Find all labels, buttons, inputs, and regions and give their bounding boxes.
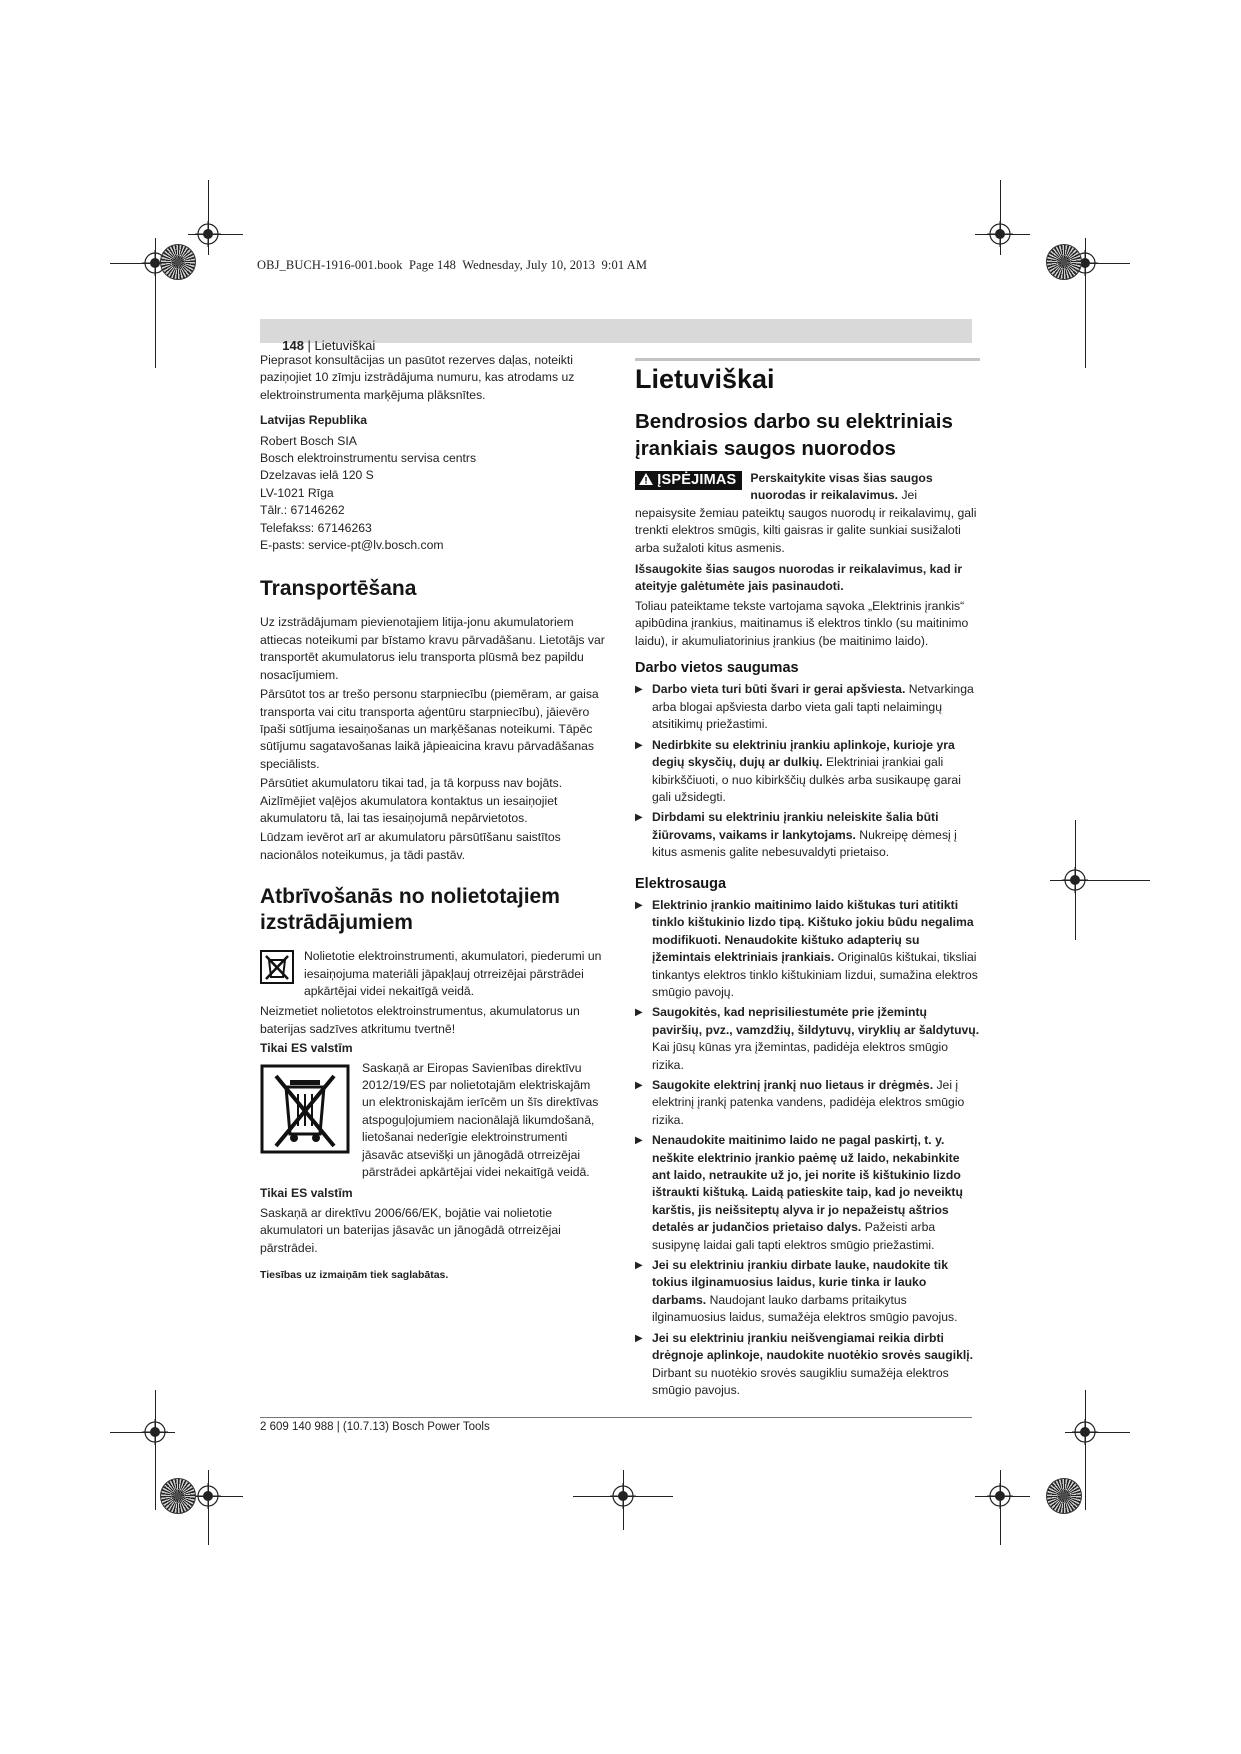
electric-list <box>635 897 980 1399</box>
list-item <box>635 1132 980 1254</box>
item-bold: Jei su elektriniu įrankiu dirbate lauke, naudokite tik tokius ilginamuosius laidus, kurie tinka ir lauko darbams. <box>652 1258 948 1307</box>
eu-label: Tikai ES valstīm <box>260 1041 353 1056</box>
item-bold: Jei su elektriniu įrankiu neišvengiamai reikia dirbti drėgnoje aplinkoje, naudokite nuotėkio srovės saugiklį. <box>652 1330 974 1363</box>
disposal-icon-text: Nolietotie elektroinstrumenti, akumulatori, piederumi un iesaiņojuma materiāli jāpakļauj otrreizējai pārstrādei apkārtējai videi nekaitīgā veidā. <box>304 949 602 998</box>
warning-bold: Perskaitykite visas šias saugos nuorodas ir reikalavimus. <box>750 471 933 503</box>
item-text: Netvarkinga arba blogai apšviesta darbo vieta gali tapti nelaimingų atsitikimų priežastimi. <box>652 682 974 732</box>
item-text: Jei į elektrinį įrankį patenka vandens, padidėja elektros smūgio rizika. <box>652 1078 965 1127</box>
crop-target-icon <box>195 1483 221 1509</box>
registration-rosette-icon <box>1046 244 1082 280</box>
list-item <box>635 737 980 807</box>
crop-line <box>155 1390 156 1510</box>
transport-paragraph: Lūdzam ievērot arī ar akumulatoru pārsūtīšanu saistītos nacionālos noteikumus, ja tādi pastāv. <box>260 830 561 862</box>
intro-paragraph: Pieprasot konsultācijas un pasūtot rezerves daļas, noteikti paziņojiet 10 zīmju izstrādājuma numuru, kas atrodams uz elektroinstrumenta marķējuma plāksnītes. <box>260 353 575 402</box>
disposal-household: Neizmetiet nolietotos elektroinstrumentus, akumulatorus un baterijas sadzīves atkritumu tvertnē! <box>260 1004 580 1036</box>
item-text: Elektriniai įrankiai gali kibirkščiuoti, o nuo kibirkščių dulkės arba susikaupę garai gali užsidegti. <box>652 755 961 804</box>
workplace-heading: Darbo vietos saugumas <box>635 660 799 677</box>
crop-target-icon <box>1072 1419 1098 1445</box>
eu-text: Saskaņā ar Eiropas Savienības direktīvu 2012/19/ES par nolietotajām elektriskajām un elektroniskajām ierīcēm un šīs direktīvas atspoguļojumiem nacionālajā likumdošanā, lietošanai nederīgie elektroinstrumenti jāsavāc atsevišķi un jānogādā otrreizējai pārstrādei apkārtējai videi nekaitīgā veidā. <box>362 1060 599 1180</box>
title-rule <box>635 358 980 361</box>
item-text: Kai jūsų kūnas yra įžemintas, padidėja elektros smūgio rizika. <box>652 1040 949 1072</box>
address-line: Bosch elektroinstrumentu servisa centrs <box>260 451 477 466</box>
book-line: OBJ_BUCH-1916-001.book Page 148 Wednesday, July 10, 2013 9:01 AM <box>257 258 648 272</box>
page-number: 148 <box>282 338 304 353</box>
keep-instructions: Išsaugokite šias saugos nuorodas ir reikalavimus, kad ir ateityje galėtumėte jais pasinaudoti. <box>635 562 963 594</box>
transport-paragraph: Pārsūtot tos ar trešo personu starpniecību (piemēram, ar gaisa transporta vai citu transporta aģentūru starpniecību), jāievēro īpaši sūtījuma iesaiņošanas un marķēšanas noteikumi. Tāpēc sūtījumu sagatavošanas laikā jāpieaicina kravu pārvadāšanas speciālists. <box>260 687 599 771</box>
list-item <box>635 897 980 1001</box>
warning-triangle-icon <box>639 473 653 485</box>
item-text: Nukreipę dėmesį į kitus asmenis galite nebesuvaldyti prietaiso. <box>652 827 957 860</box>
registration-rosette-icon <box>160 244 196 280</box>
weee-small-icon <box>260 950 294 984</box>
weee-crossed-bin-icon <box>260 1064 350 1154</box>
item-text: Naudojant lauko darbams pritaikytus ilginamuosius laidus, sumažėja elektros smūgio pavojus. <box>652 1292 958 1325</box>
address-line: E-pasts: service-pt@lv.bosch.com <box>260 538 444 553</box>
crop-line <box>1085 1390 1086 1510</box>
list-item <box>635 681 980 733</box>
registration-rosette-icon <box>1046 1478 1082 1514</box>
eu-label: Tikai ES valstīm <box>260 1186 353 1201</box>
warning-badge <box>635 471 742 490</box>
safety-heading: Bendrosios darbo su elektriniais įrankiais saugos nuorodos <box>635 410 953 460</box>
footer-rule <box>260 1417 972 1418</box>
warning-rest: Jei nepaisysite žemiau pateiktų saugos nuorodų ir reikalavimų, gali trenkti elektros smūgis, kilti gaisras ir galite sunkiai susižaloti arba sužaloti kitus asmenis. <box>635 488 977 555</box>
header-section: Lietuviškai <box>314 338 376 353</box>
item-bold: Saugokitės, kad neprisiliestumėte prie įžemintų paviršių, pvz., vamzdžių, šildytuvų, viryklių ar šaldytuvų. <box>652 1005 980 1037</box>
item-bold: Dirbdami su elektriniu įrankiu neleiskite šalia būti žiūrovams, vaikams ir lankytojams. <box>652 810 939 842</box>
warning-block <box>635 470 980 557</box>
item-bold: Nedirbkite su elektriniu įrankiu aplinkoje, kurioje yra degių skysčių, dujų ar dulkių. <box>652 737 955 770</box>
item-text: Dirbant su nuotėkio srovės saugikliu sumažėja elektros smūgio pavojus. <box>652 1365 949 1397</box>
page-header-text <box>275 323 375 353</box>
address-block <box>260 433 605 555</box>
warning-label: ĮSPĖJIMAS <box>657 472 737 488</box>
language-title: Lietuviškai <box>635 364 775 394</box>
transport-paragraph: Uz izstrādājumam pievienotajiem litija-jonu akumulatoriem attiecas noteikumi par bīstamo kravu pārvadāšanu. Lietotājs var transportēt akumulatorus ielu transporta plūsmā bez papildu nosacījumiem. <box>260 615 605 682</box>
crop-target-icon <box>142 1419 168 1445</box>
crop-target-icon <box>195 221 221 247</box>
address-line: Telefakss: 67146263 <box>260 520 372 535</box>
transport-heading: Transportēšana <box>260 577 417 601</box>
term-paragraph: Toliau pateiktame tekste vartojama sąvoka „Elektrinis įrankis“ apibūdina įrankius, maitinamus iš elektros tinklo (su maitinimo laidu), ir akumuliatorinius įrankius (be maitinimo laido). <box>635 598 969 648</box>
item-text: Originalūs kištukai, tiksliai tinkantys elektros tinklo kištukiniam lizdui, sumažina elektros smūgio pavojų. <box>652 950 978 999</box>
crop-target-icon <box>1062 867 1088 893</box>
right-column <box>635 364 980 1402</box>
rights-note: Tiesības uz izmaiņām tiek saglabātas. <box>260 1269 449 1282</box>
address-line: Robert Bosch SIA <box>260 433 357 448</box>
eu-text: Saskaņā ar direktīvu 2006/66/EK, bojātie vai nolietotie akumulatori un baterijas jāsavāc un jānogādā otrreizējai pārstrādei. <box>260 1205 561 1255</box>
address-line: Tālr.: 67146262 <box>260 503 345 518</box>
item-text: Pažeisti arba susipynę laidai gali tapti elektros smūgio priežastimi. <box>652 1220 936 1252</box>
disposal-heading: Atbrīvošanās no nolietotajiem izstrādājumiem <box>260 885 560 935</box>
crop-target-icon <box>610 1483 636 1509</box>
list-item <box>635 1257 980 1327</box>
transport-paragraph: Pārsūtiet akumulatoru tikai tad, ja tā korpuss nav bojāts. Aizlīmējiet vaļējos akumulatora kontaktus un iesaiņojiet akumulatoru tā, lai tas iesaiņojumā nepārvietotos. <box>260 776 563 825</box>
item-bold: Nenaudokite maitinimo laido ne pagal paskirtį, t. y. neškite elektrinio įrankio paėmę už laido, nekabinkite ant laido, netraukite už jo, jei norite iš kištukinio lizdo ištraukti kištuką. Laidą patieskite taip, kad jo neveiktų karštis, jis neišsiteptų alyva ir jo nepažeistų aštrios detalės ar judančios prietaiso dalys. <box>652 1133 963 1235</box>
address-line: Dzelzavas ielā 120 S <box>260 468 374 483</box>
disposal-icon-row <box>260 948 605 1000</box>
item-bold: Darbo vieta turi būti švari ir gerai apšviesta. <box>652 682 906 697</box>
electric-heading: Elektrosauga <box>635 875 727 892</box>
registration-rosette-icon <box>160 1478 196 1514</box>
left-column <box>260 352 605 1286</box>
crop-target-icon <box>987 221 1013 247</box>
list-item <box>635 809 980 861</box>
crop-target-icon <box>987 1483 1013 1509</box>
address-line: LV-1021 Rīga <box>260 485 334 500</box>
list-item <box>635 1077 980 1129</box>
header-separator: | <box>303 338 315 353</box>
weee-row <box>260 1060 605 1182</box>
country-heading: Latvijas Republika <box>260 413 368 428</box>
footer-text: 2 609 140 988 | (10.7.13) Bosch Power Tools <box>260 1421 490 1433</box>
item-bold: Saugokite elektrinį įrankį nuo lietaus ir drėgmės. <box>652 1078 934 1092</box>
list-item <box>635 1004 980 1074</box>
workplace-list <box>635 681 980 861</box>
list-item <box>635 1330 980 1400</box>
item-bold: Elektrinio įrankio maitinimo laido kištukas turi atitikti tinklo kištukinio lizdo tipą. Kištuko jokiu būdu negalima modifikuoti. Nenaudokite kištuko adapterių su įžemintais elektriniais įrankiais. <box>652 897 974 965</box>
